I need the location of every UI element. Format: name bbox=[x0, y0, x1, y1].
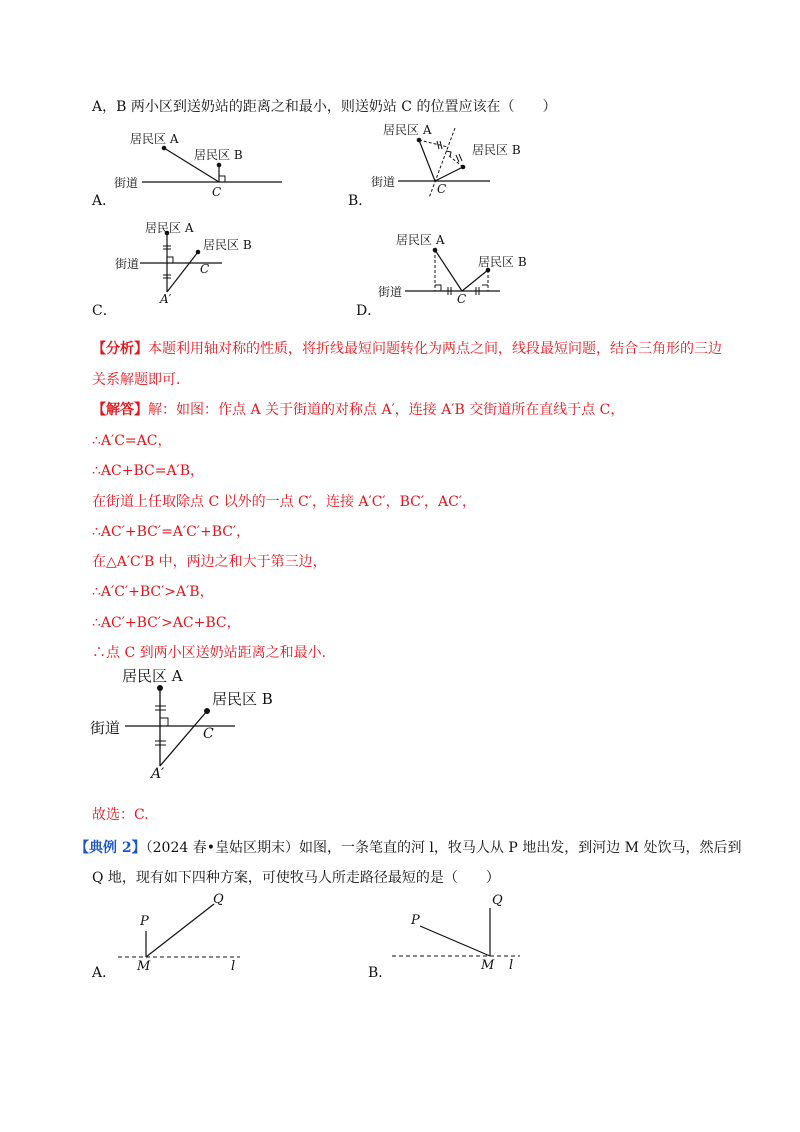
ex2a-label-p: P bbox=[140, 914, 149, 929]
solution-line-8: ∴AC′+BC′>AC+BC， bbox=[92, 615, 241, 631]
option-d-label: D． bbox=[356, 303, 382, 319]
ex2a-label-m: M bbox=[137, 959, 151, 974]
ex2-option-b-label: B． bbox=[368, 965, 393, 981]
sol-label-street: 街道 bbox=[90, 719, 121, 737]
label-residential-b: 居民区 B bbox=[194, 148, 243, 162]
ex2b-label-m: M bbox=[481, 958, 495, 973]
label-street-d: 街道 bbox=[378, 285, 403, 299]
label-residential-b-b: 居民区 B bbox=[472, 143, 521, 157]
sol-label-residential-b: 居民区 B bbox=[212, 690, 273, 708]
solution-line-3: ∴AC+BC=A′B， bbox=[92, 463, 205, 479]
label-residential-a-d: 居民区 A bbox=[396, 233, 445, 247]
sol-label-c: C bbox=[203, 726, 214, 742]
ex2b-label-l: l bbox=[509, 958, 514, 973]
solution-text-1: 解：如图：作点 A 关于街道的对称点 A′，连接 A′B 交街道所在直线于点 C， bbox=[148, 402, 625, 418]
answer: 故选：C. bbox=[92, 807, 149, 823]
sol-label-a-prime: A′ bbox=[151, 766, 165, 782]
ex2a-label-l: l bbox=[231, 959, 236, 974]
label-residential-b-d: 居民区 B bbox=[478, 255, 527, 269]
analysis-text-1: 本题利用轴对称的性质，将折线最短问题转化为两点之间，线段最短问题，结合三角形的三边 bbox=[148, 341, 722, 357]
analysis-line-2: 关系解题即可. bbox=[92, 372, 181, 388]
analysis-tag: 【分析】 bbox=[92, 341, 148, 357]
example2-tag: 【典例 2】 bbox=[75, 840, 146, 856]
label-c-b: C bbox=[437, 182, 447, 196]
solution-line-9: ∴点 C 到两小区送奶站距离之和最小. bbox=[92, 645, 327, 661]
ex2b-label-p: P bbox=[411, 913, 420, 928]
label-street-b: 街道 bbox=[371, 175, 396, 189]
ex2a-label-q: Q bbox=[213, 892, 224, 907]
question-stem: A，B 两小区到送奶站的距离之和最小，则送奶站 C 的位置应该在（ ） bbox=[92, 99, 557, 115]
label-a-prime-c: A′ bbox=[160, 292, 172, 306]
solution-line-4: 在街道上任取除点 C 以外的一点 C′，连接 A′C′，BC′，AC′， bbox=[92, 494, 477, 510]
label-residential-a-b: 居民区 A bbox=[383, 123, 432, 137]
label-residential-b-c: 居民区 B bbox=[203, 238, 252, 252]
solution-line-5: ∴AC′+BC′=A′C′+BC′， bbox=[92, 524, 251, 540]
option-a-label: A． bbox=[92, 193, 117, 209]
ex2b-label-q: Q bbox=[492, 893, 503, 908]
solution-tag: 【解答】 bbox=[92, 402, 148, 418]
label-residential-a: 居民区 A bbox=[130, 132, 179, 146]
label-street-c: 街道 bbox=[115, 257, 140, 271]
option-b-label: B． bbox=[348, 193, 373, 209]
label-residential-a-c: 居民区 A bbox=[145, 221, 194, 235]
sol-label-residential-a: 居民区 A bbox=[122, 667, 183, 685]
label-street: 街道 bbox=[114, 176, 139, 190]
solution-line-2: ∴A′C=AC， bbox=[92, 433, 172, 449]
label-c: C bbox=[212, 185, 222, 199]
ex2-option-a-label: A． bbox=[92, 965, 117, 981]
solution-line-6: 在△A′C′B 中，两边之和大于第三边， bbox=[92, 554, 327, 570]
option-c-label: C． bbox=[92, 303, 117, 319]
solution-line-7: ∴A′C′+BC′>A′B， bbox=[92, 584, 214, 600]
example2-line-2: Q 地，现有如下四种方案，可使牧马人所走路径最短的是（ ） bbox=[92, 870, 500, 886]
label-c-c: C bbox=[200, 262, 210, 276]
label-c-d: C bbox=[457, 292, 467, 306]
example2-text-1: （2024 春•皇姑区期末）如图，一条笔直的河 l，牧马人从 P 地出发，到河边 M 处饮马，然后到 bbox=[145, 840, 742, 856]
